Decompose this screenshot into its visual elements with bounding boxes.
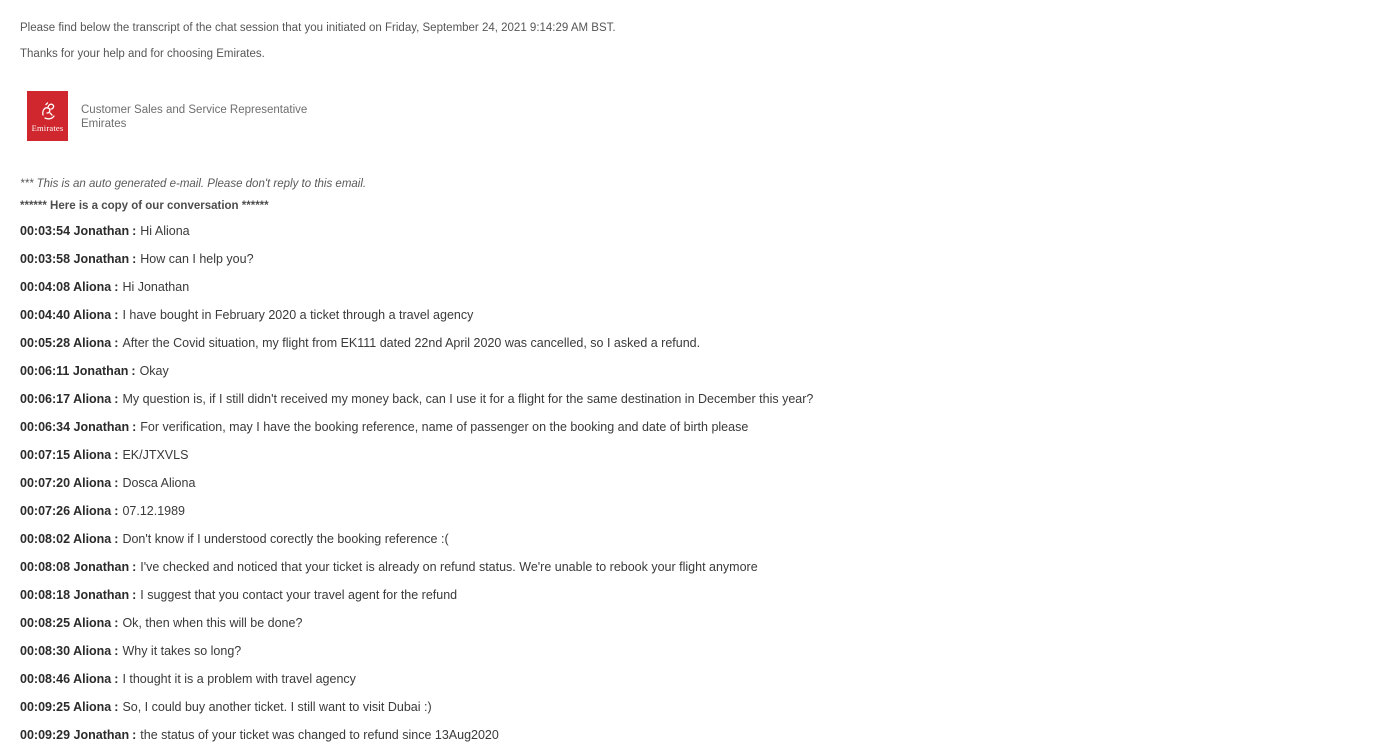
chat-message (20, 637, 1361, 665)
message-time: 00:03:54 (20, 224, 71, 238)
message-text: Ok, then when this will be done? (122, 616, 303, 630)
message-time: 00:08:25 (20, 616, 71, 630)
message-time: 00:08:18 (20, 588, 71, 602)
message-prefix (20, 588, 129, 602)
message-time: 00:05:28 (20, 336, 71, 350)
message-text: How can I help you? (140, 252, 254, 266)
chat-message (20, 245, 1361, 273)
message-time: 00:09:29 (20, 728, 71, 742)
message-text: I suggest that you contact your travel agent for the refund (140, 588, 458, 602)
message-separator: : (132, 560, 137, 574)
message-sender: Jonathan (73, 560, 130, 574)
message-prefix (20, 224, 129, 238)
message-sender: Aliona (73, 672, 112, 686)
message-sender: Jonathan (73, 728, 130, 742)
message-separator: : (114, 672, 119, 686)
chat-message (20, 721, 1361, 749)
message-prefix (20, 672, 111, 686)
message-time: 00:08:30 (20, 644, 71, 658)
message-text: Dosca Aliona (122, 476, 196, 490)
message-time: 00:06:34 (20, 420, 71, 434)
chat-message (20, 497, 1361, 525)
chat-message (20, 217, 1361, 245)
chat-message (20, 273, 1361, 301)
agent-card (27, 91, 1361, 141)
message-sender: Jonathan (73, 588, 130, 602)
message-prefix (20, 448, 111, 462)
chat-message (20, 385, 1361, 413)
message-separator: : (114, 448, 119, 462)
message-prefix (20, 644, 111, 658)
message-separator: : (114, 504, 119, 518)
message-text: For verification, may I have the booking reference, name of passenger on the booking and date of birth please (140, 420, 749, 434)
message-prefix (20, 728, 129, 742)
message-sender: Jonathan (73, 224, 130, 238)
message-sender: Aliona (73, 448, 112, 462)
message-prefix (20, 392, 111, 406)
message-text: I've checked and noticed that your ticket is already on refund status. We're unable to rebook your flight anymore (140, 560, 758, 574)
message-text: So, I could buy another ticket. I still want to visit Dubai :) (122, 700, 432, 714)
message-separator: : (114, 392, 119, 406)
message-sender: Jonathan (73, 252, 130, 266)
message-separator: : (114, 644, 119, 658)
message-separator: : (114, 700, 119, 714)
message-time: 00:06:11 (20, 364, 70, 378)
transcript-intro-text: Please find below the transcript of the chat session that you initiated on Friday, September 24, 2021 9:14:29 AM BST. (20, 22, 616, 34)
chat-message (20, 609, 1361, 637)
message-time: 00:08:46 (20, 672, 71, 686)
message-sender: Jonathan (72, 364, 129, 378)
message-separator: : (132, 728, 137, 742)
message-separator: : (114, 476, 119, 490)
message-text: Don't know if I understood corectly the booking reference :( (122, 532, 449, 546)
message-separator: : (114, 532, 119, 546)
message-separator: : (132, 588, 137, 602)
message-sender: Aliona (73, 644, 112, 658)
message-separator: : (114, 336, 119, 350)
chat-message (20, 357, 1361, 385)
chat-message (20, 581, 1361, 609)
message-separator: : (132, 224, 137, 238)
thanks-text: Thanks for your help and for choosing Emirates. (20, 48, 265, 60)
message-prefix (20, 364, 128, 378)
chat-message (20, 469, 1361, 497)
emirates-logo (27, 91, 68, 141)
message-text: EK/JTXVLS (122, 448, 189, 462)
message-sender: Aliona (73, 308, 112, 322)
emirates-calligraphy-icon (39, 101, 57, 123)
agent-company: Emirates (81, 118, 127, 130)
chat-message (20, 525, 1361, 553)
message-separator: : (114, 308, 119, 322)
message-text: the status of your ticket was changed to refund since 13Aug2020 (140, 728, 499, 742)
message-time: 00:09:25 (20, 700, 71, 714)
message-prefix (20, 560, 129, 574)
message-prefix (20, 280, 111, 294)
message-prefix (20, 420, 129, 434)
message-sender: Aliona (73, 504, 112, 518)
chat-message (20, 441, 1361, 469)
message-prefix (20, 308, 111, 322)
message-text: Okay (139, 364, 169, 378)
message-separator: : (114, 280, 119, 294)
emirates-logo-wordmark: Emirates (31, 123, 64, 133)
message-text: 07.12.1989 (122, 504, 185, 518)
message-time: 00:04:08 (20, 280, 71, 294)
message-time: 00:08:02 (20, 532, 71, 546)
message-text: Hi Jonathan (122, 280, 190, 294)
message-time: 00:07:26 (20, 504, 71, 518)
message-text: Hi Aliona (140, 224, 190, 238)
message-text: Why it takes so long? (122, 644, 242, 658)
message-text: My question is, if I still didn't received my money back, can I use it for a flight for the same destination in December this year? (122, 392, 814, 406)
message-time: 00:07:20 (20, 476, 71, 490)
chat-message (20, 665, 1361, 693)
message-text: I have bought in February 2020 a ticket through a travel agency (122, 308, 474, 322)
message-time: 00:04:40 (20, 308, 71, 322)
message-sender: Aliona (73, 532, 112, 546)
chat-message (20, 553, 1361, 581)
message-sender: Aliona (73, 336, 112, 350)
message-sender: Aliona (73, 700, 112, 714)
chat-message (20, 693, 1361, 721)
conversation-header: ****** Here is a copy of our conversation ****** (20, 200, 269, 212)
message-sender: Aliona (73, 476, 112, 490)
message-text: I thought it is a problem with travel agency (122, 672, 356, 686)
message-time: 00:03:58 (20, 252, 71, 266)
message-prefix (20, 532, 111, 546)
message-text: After the Covid situation, my flight from EK111 dated 22nd April 2020 was cancelled, so I asked a refund. (122, 336, 701, 350)
chat-message (20, 329, 1361, 357)
message-time: 00:08:08 (20, 560, 71, 574)
message-prefix (20, 476, 111, 490)
message-sender: Jonathan (73, 420, 130, 434)
message-separator: : (132, 252, 137, 266)
message-separator: : (132, 420, 137, 434)
message-sender: Aliona (73, 616, 112, 630)
message-separator: : (114, 616, 119, 630)
message-prefix (20, 504, 111, 518)
message-time: 00:07:15 (20, 448, 71, 462)
auto-generated-notice: *** This is an auto generated e-mail. Please don't reply to this email. (20, 178, 367, 190)
agent-meta (81, 91, 307, 131)
message-prefix (20, 252, 129, 266)
agent-role: Customer Sales and Service Representative (81, 104, 308, 116)
message-prefix (20, 336, 111, 350)
chat-message (20, 301, 1361, 329)
message-separator: : (131, 364, 136, 378)
message-sender: Aliona (73, 280, 112, 294)
message-time: 00:06:17 (20, 392, 71, 406)
message-prefix (20, 616, 111, 630)
chat-message (20, 413, 1361, 441)
message-prefix (20, 700, 111, 714)
chat-transcript (20, 217, 1361, 749)
message-sender: Aliona (73, 392, 112, 406)
